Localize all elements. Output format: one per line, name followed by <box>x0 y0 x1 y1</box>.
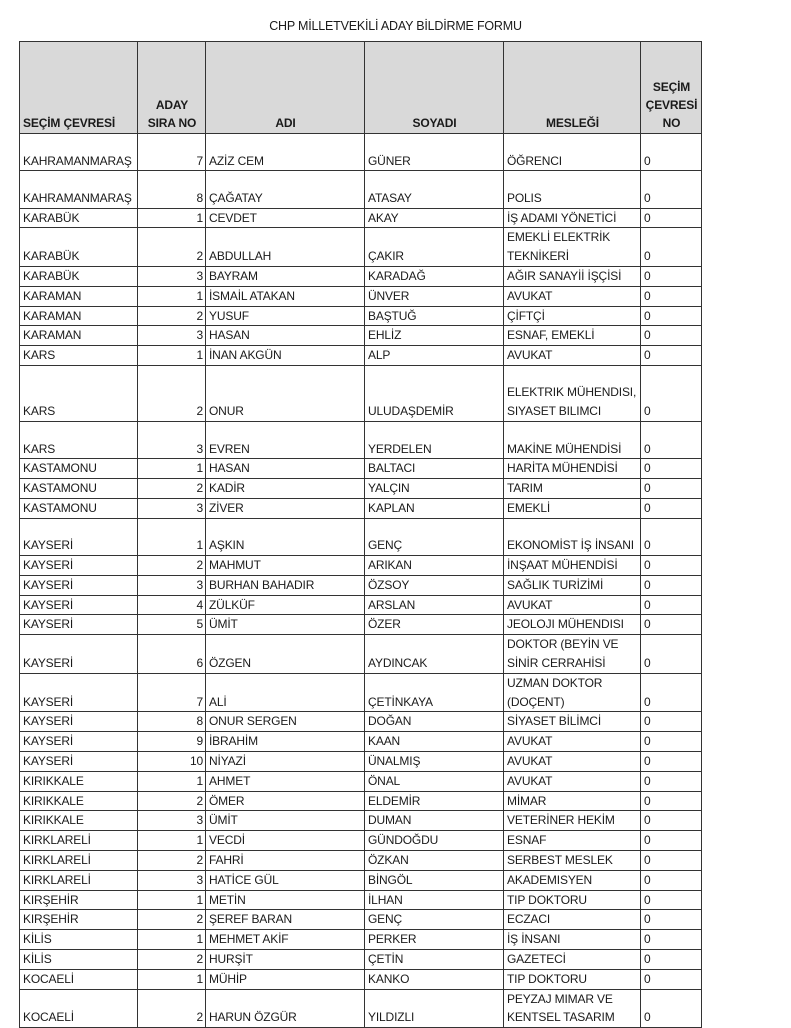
table-row <box>20 673 702 712</box>
cell-aday-sira-no: 1 <box>138 286 206 306</box>
cell-meslegi: AĞIR SANAYİİ İŞÇİSİ <box>504 266 641 286</box>
cell-aday-sira-no: 7 <box>138 134 206 171</box>
cell-aday-sira-no: 2 <box>138 365 206 421</box>
table-row <box>20 171 702 208</box>
cell-aday-sira-no: 1 <box>138 208 206 228</box>
cell-adi: ABDULLAH <box>206 228 365 267</box>
cell-soyadi: ÇAKIR <box>365 228 504 267</box>
table-row <box>20 910 702 930</box>
cell-adi: ZÜLKÜF <box>206 595 365 615</box>
cell-soyadi: ÇETİNKAYA <box>365 673 504 712</box>
cell-aday-sira-no: 9 <box>138 732 206 752</box>
cell-secim-cevresi: KIRKLARELİ <box>20 831 138 851</box>
cell-soyadi: YILDIZLI <box>365 989 504 1028</box>
table-row <box>20 791 702 811</box>
cell-adi: İBRAHİM <box>206 732 365 752</box>
cell-secim-cevresi-no: 0 <box>641 266 702 286</box>
cell-secim-cevresi: KAYSERİ <box>20 732 138 752</box>
cell-meslegi: GAZETECİ <box>504 949 641 969</box>
cell-secim-cevresi-no: 0 <box>641 673 702 712</box>
cell-soyadi: ARIKAN <box>365 556 504 576</box>
cell-meslegi: SAĞLIK TURİZİMİ <box>504 575 641 595</box>
cell-secim-cevresi-no: 0 <box>641 306 702 326</box>
cell-adi: İNAN AKGÜN <box>206 346 365 366</box>
cell-secim-cevresi: KIRŞEHİR <box>20 890 138 910</box>
cell-secim-cevresi-no: 0 <box>641 831 702 851</box>
cell-secim-cevresi: KARS <box>20 422 138 459</box>
cell-secim-cevresi: KAYSERİ <box>20 673 138 712</box>
header-soyadi: SOYADI <box>365 42 504 134</box>
cell-meslegi: TIP DOKTORU <box>504 890 641 910</box>
cell-meslegi: AVUKAT <box>504 771 641 791</box>
cell-adi: ÇAĞATAY <box>206 171 365 208</box>
cell-secim-cevresi-no: 0 <box>641 326 702 346</box>
cell-adi: MEHMET AKİF <box>206 930 365 950</box>
cell-secim-cevresi: KARABÜK <box>20 208 138 228</box>
cell-secim-cevresi-no: 0 <box>641 712 702 732</box>
cell-secim-cevresi: KAHRAMANMARAŞ <box>20 134 138 171</box>
cell-soyadi: AKAY <box>365 208 504 228</box>
cell-secim-cevresi-no: 0 <box>641 171 702 208</box>
cell-secim-cevresi: KARABÜK <box>20 266 138 286</box>
header-aday-sira-no-line2: SIRA NO <box>147 116 197 130</box>
table-row <box>20 712 702 732</box>
header-secim-cevresi-no-line3: NO <box>662 116 681 130</box>
cell-aday-sira-no: 10 <box>138 752 206 772</box>
table-row <box>20 518 702 555</box>
cell-secim-cevresi-no: 0 <box>641 134 702 171</box>
cell-soyadi: YERDELEN <box>365 422 504 459</box>
table-row <box>20 346 702 366</box>
cell-adi: EVREN <box>206 422 365 459</box>
cell-aday-sira-no: 8 <box>138 712 206 732</box>
cell-aday-sira-no: 1 <box>138 459 206 479</box>
cell-secim-cevresi: KAYSERİ <box>20 556 138 576</box>
cell-soyadi: YALÇIN <box>365 479 504 499</box>
cell-secim-cevresi-no: 0 <box>641 949 702 969</box>
cell-adi: VECDİ <box>206 831 365 851</box>
cell-aday-sira-no: 8 <box>138 171 206 208</box>
header-row <box>20 42 702 134</box>
header-secim-cevresi-no-line1: SEÇİM <box>652 80 691 94</box>
table-body <box>20 134 702 1028</box>
table-row <box>20 326 702 346</box>
cell-secim-cevresi: KIRKLARELİ <box>20 870 138 890</box>
cell-meslegi: SİYASET BİLİMCİ <box>504 712 641 732</box>
table-row <box>20 228 702 267</box>
cell-aday-sira-no: 6 <box>138 635 206 674</box>
cell-secim-cevresi: KİLİS <box>20 949 138 969</box>
cell-meslegi: AVUKAT <box>504 346 641 366</box>
cell-soyadi: ÜNVER <box>365 286 504 306</box>
cell-secim-cevresi: KAYSERİ <box>20 615 138 635</box>
table-row <box>20 890 702 910</box>
cell-adi: ŞEREF BARAN <box>206 910 365 930</box>
cell-aday-sira-no: 1 <box>138 831 206 851</box>
cell-secim-cevresi-no: 0 <box>641 575 702 595</box>
table-row <box>20 134 702 171</box>
cell-secim-cevresi: KIRIKKALE <box>20 791 138 811</box>
cell-secim-cevresi-no: 0 <box>641 595 702 615</box>
cell-aday-sira-no: 3 <box>138 266 206 286</box>
form-title: CHP MİLLETVEKİLİ ADAY BİLDİRME FORMU <box>269 19 522 33</box>
cell-adi: HASAN <box>206 326 365 346</box>
header-adi: ADI <box>206 42 365 134</box>
cell-soyadi: PERKER <box>365 930 504 950</box>
cell-meslegi: ESNAF <box>504 831 641 851</box>
cell-soyadi: ÖZER <box>365 615 504 635</box>
cell-aday-sira-no: 1 <box>138 969 206 989</box>
cell-aday-sira-no: 2 <box>138 479 206 499</box>
cell-secim-cevresi-no: 0 <box>641 752 702 772</box>
table-row <box>20 479 702 499</box>
table-row <box>20 949 702 969</box>
cell-meslegi: MAKİNE MÜHENDİSİ <box>504 422 641 459</box>
cell-aday-sira-no: 5 <box>138 615 206 635</box>
table-row <box>20 266 702 286</box>
table-row <box>20 208 702 228</box>
cell-meslegi: İŞ İNSANI <box>504 930 641 950</box>
cell-aday-sira-no: 3 <box>138 575 206 595</box>
cell-meslegi: ECZACI <box>504 910 641 930</box>
cell-aday-sira-no: 2 <box>138 556 206 576</box>
cell-secim-cevresi: KIRIKKALE <box>20 771 138 791</box>
cell-secim-cevresi-no: 0 <box>641 771 702 791</box>
header-secim-cevresi-no <box>641 42 702 134</box>
cell-secim-cevresi: KIRŞEHİR <box>20 910 138 930</box>
cell-secim-cevresi-no: 0 <box>641 346 702 366</box>
cell-secim-cevresi: KASTAMONU <box>20 498 138 518</box>
cell-secim-cevresi: KARAMAN <box>20 306 138 326</box>
cell-secim-cevresi-no: 0 <box>641 459 702 479</box>
cell-soyadi: EHLİZ <box>365 326 504 346</box>
cell-soyadi: ÖNAL <box>365 771 504 791</box>
cell-soyadi: ÜNALMIŞ <box>365 752 504 772</box>
cell-secim-cevresi-no: 0 <box>641 910 702 930</box>
cell-soyadi: KAAN <box>365 732 504 752</box>
table-row <box>20 595 702 615</box>
cell-adi: BAYRAM <box>206 266 365 286</box>
cell-meslegi: TARIM <box>504 479 641 499</box>
cell-adi: ÜMİT <box>206 811 365 831</box>
cell-adi: BURHAN BAHADIR <box>206 575 365 595</box>
cell-soyadi: ULUDAŞDEMİR <box>365 365 504 421</box>
cell-meslegi: VETERİNER HEKİM <box>504 811 641 831</box>
table-row <box>20 459 702 479</box>
cell-soyadi: GENÇ <box>365 910 504 930</box>
table-row <box>20 498 702 518</box>
cell-adi: FAHRİ <box>206 851 365 871</box>
cell-meslegi: ELEKTRIK MÜHENDISI, SIYASET BILIMCI <box>504 365 641 421</box>
cell-aday-sira-no: 3 <box>138 422 206 459</box>
cell-secim-cevresi-no: 0 <box>641 969 702 989</box>
cell-meslegi: HARİTA MÜHENDİSİ <box>504 459 641 479</box>
cell-meslegi: UZMAN DOKTOR (DOÇENT) <box>504 673 641 712</box>
cell-meslegi: TIP DOKTORU <box>504 969 641 989</box>
cell-soyadi: GÜNER <box>365 134 504 171</box>
cell-meslegi: İŞ ADAMI YÖNETİCİ <box>504 208 641 228</box>
cell-secim-cevresi: KARAMAN <box>20 286 138 306</box>
cell-secim-cevresi: KAYSERİ <box>20 575 138 595</box>
cell-secim-cevresi-no: 0 <box>641 228 702 267</box>
cell-adi: ZİVER <box>206 498 365 518</box>
cell-soyadi: DUMAN <box>365 811 504 831</box>
cell-meslegi: ESNAF, EMEKLİ <box>504 326 641 346</box>
cell-aday-sira-no: 2 <box>138 851 206 871</box>
cell-aday-sira-no: 1 <box>138 346 206 366</box>
header-secim-cevresi: SEÇİM ÇEVRESİ <box>20 42 138 134</box>
cell-secim-cevresi: KIRKLARELİ <box>20 851 138 871</box>
cell-secim-cevresi: KAHRAMANMARAŞ <box>20 171 138 208</box>
cell-soyadi: ELDEMİR <box>365 791 504 811</box>
cell-aday-sira-no: 1 <box>138 890 206 910</box>
header-meslegi: MESLEĞİ <box>504 42 641 134</box>
cell-aday-sira-no: 3 <box>138 870 206 890</box>
table-row <box>20 615 702 635</box>
cell-soyadi: ARSLAN <box>365 595 504 615</box>
cell-secim-cevresi: KARAMAN <box>20 326 138 346</box>
cell-secim-cevresi-no: 0 <box>641 732 702 752</box>
cell-soyadi: DOĞAN <box>365 712 504 732</box>
cell-secim-cevresi-no: 0 <box>641 851 702 871</box>
cell-secim-cevresi: KAYSERİ <box>20 518 138 555</box>
cell-aday-sira-no: 3 <box>138 811 206 831</box>
cell-meslegi: AVUKAT <box>504 752 641 772</box>
cell-adi: CEVDET <box>206 208 365 228</box>
table-row <box>20 365 702 421</box>
cell-aday-sira-no: 1 <box>138 771 206 791</box>
cell-meslegi: AVUKAT <box>504 595 641 615</box>
cell-aday-sira-no: 2 <box>138 949 206 969</box>
table-row <box>20 306 702 326</box>
table-row <box>20 575 702 595</box>
cell-secim-cevresi: KARS <box>20 346 138 366</box>
table-row <box>20 556 702 576</box>
cell-meslegi: MİMAR <box>504 791 641 811</box>
cell-soyadi: KANKO <box>365 969 504 989</box>
cell-meslegi: ÇİFTÇİ <box>504 306 641 326</box>
cell-adi: ÜMİT <box>206 615 365 635</box>
candidate-table <box>19 41 702 1028</box>
cell-secim-cevresi-no: 0 <box>641 208 702 228</box>
cell-secim-cevresi-no: 0 <box>641 870 702 890</box>
cell-meslegi: İNŞAAT MÜHENDİSİ <box>504 556 641 576</box>
cell-aday-sira-no: 1 <box>138 930 206 950</box>
cell-meslegi: AVUKAT <box>504 732 641 752</box>
cell-aday-sira-no: 3 <box>138 498 206 518</box>
cell-soyadi: ÖZSOY <box>365 575 504 595</box>
table-row <box>20 286 702 306</box>
cell-adi: ÖMER <box>206 791 365 811</box>
cell-secim-cevresi-no: 0 <box>641 615 702 635</box>
cell-secim-cevresi-no: 0 <box>641 498 702 518</box>
table-row <box>20 811 702 831</box>
cell-secim-cevresi-no: 0 <box>641 989 702 1028</box>
cell-secim-cevresi: KASTAMONU <box>20 459 138 479</box>
cell-meslegi: POLIS <box>504 171 641 208</box>
cell-adi: YUSUF <box>206 306 365 326</box>
cell-secim-cevresi: KASTAMONU <box>20 479 138 499</box>
header-secim-cevresi-no-line2: ÇEVRESİ <box>645 98 698 112</box>
cell-secim-cevresi-no: 0 <box>641 890 702 910</box>
cell-meslegi: SERBEST MESLEK <box>504 851 641 871</box>
cell-soyadi: ATASAY <box>365 171 504 208</box>
cell-aday-sira-no: 2 <box>138 989 206 1028</box>
cell-aday-sira-no: 2 <box>138 228 206 267</box>
cell-soyadi: GÜNDOĞDU <box>365 831 504 851</box>
cell-adi: HARUN ÖZGÜR <box>206 989 365 1028</box>
cell-adi: NİYAZİ <box>206 752 365 772</box>
table-row <box>20 771 702 791</box>
cell-secim-cevresi-no: 0 <box>641 811 702 831</box>
cell-adi: ÖZGEN <box>206 635 365 674</box>
cell-secim-cevresi-no: 0 <box>641 479 702 499</box>
cell-meslegi: AVUKAT <box>504 286 641 306</box>
cell-meslegi: AKADEMISYEN <box>504 870 641 890</box>
cell-aday-sira-no: 2 <box>138 306 206 326</box>
table-row <box>20 870 702 890</box>
header-aday-sira-no <box>138 42 206 134</box>
cell-secim-cevresi: KOCAELİ <box>20 989 138 1028</box>
cell-soyadi: BİNGÖL <box>365 870 504 890</box>
cell-secim-cevresi-no: 0 <box>641 556 702 576</box>
cell-secim-cevresi-no: 0 <box>641 286 702 306</box>
cell-soyadi: İLHAN <box>365 890 504 910</box>
cell-secim-cevresi: KAYSERİ <box>20 712 138 732</box>
header-aday-sira-no-line1: ADAY <box>155 98 189 112</box>
cell-meslegi: JEOLOJI MÜHENDISI <box>504 615 641 635</box>
table-row <box>20 851 702 871</box>
cell-meslegi: EMEKLİ <box>504 498 641 518</box>
cell-secim-cevresi: KARS <box>20 365 138 421</box>
cell-adi: MAHMUT <box>206 556 365 576</box>
cell-soyadi: ÖZKAN <box>365 851 504 871</box>
cell-soyadi: BALTACI <box>365 459 504 479</box>
cell-adi: MÜHİP <box>206 969 365 989</box>
cell-adi: HURŞİT <box>206 949 365 969</box>
cell-soyadi: ÇETİN <box>365 949 504 969</box>
cell-aday-sira-no: 3 <box>138 326 206 346</box>
cell-adi: AŞKIN <box>206 518 365 555</box>
cell-aday-sira-no: 2 <box>138 910 206 930</box>
cell-adi: İSMAİL ATAKAN <box>206 286 365 306</box>
cell-secim-cevresi: KAYSERİ <box>20 635 138 674</box>
cell-meslegi: DOKTOR (BEYİN VE SİNİR CERRAHİSİ <box>504 635 641 674</box>
cell-adi: METİN <box>206 890 365 910</box>
cell-meslegi: EMEKLİ ELEKTRİK TEKNİKERİ <box>504 228 641 267</box>
cell-soyadi: ALP <box>365 346 504 366</box>
cell-meslegi: ÖĞRENCI <box>504 134 641 171</box>
cell-soyadi: KARADAĞ <box>365 266 504 286</box>
cell-secim-cevresi: KAYSERİ <box>20 595 138 615</box>
cell-aday-sira-no: 7 <box>138 673 206 712</box>
table-row <box>20 752 702 772</box>
cell-secim-cevresi-no: 0 <box>641 518 702 555</box>
cell-secim-cevresi-no: 0 <box>641 422 702 459</box>
table-row <box>20 635 702 674</box>
cell-adi: HATİCE GÜL <box>206 870 365 890</box>
cell-adi: KADİR <box>206 479 365 499</box>
cell-soyadi: GENÇ <box>365 518 504 555</box>
cell-secim-cevresi: KAYSERİ <box>20 752 138 772</box>
table-row <box>20 831 702 851</box>
cell-secim-cevresi: KARABÜK <box>20 228 138 267</box>
cell-adi: ONUR <box>206 365 365 421</box>
cell-secim-cevresi: KOCAELİ <box>20 969 138 989</box>
cell-soyadi: KAPLAN <box>365 498 504 518</box>
cell-adi: HASAN <box>206 459 365 479</box>
cell-meslegi: EKONOMİST İŞ İNSANI <box>504 518 641 555</box>
cell-secim-cevresi-no: 0 <box>641 635 702 674</box>
table-row <box>20 930 702 950</box>
cell-secim-cevresi: KİLİS <box>20 930 138 950</box>
table-row <box>20 969 702 989</box>
cell-soyadi: AYDINCAK <box>365 635 504 674</box>
cell-secim-cevresi-no: 0 <box>641 791 702 811</box>
cell-secim-cevresi-no: 0 <box>641 365 702 421</box>
cell-adi: AHMET <box>206 771 365 791</box>
cell-adi: ALİ <box>206 673 365 712</box>
cell-aday-sira-no: 4 <box>138 595 206 615</box>
cell-secim-cevresi-no: 0 <box>641 930 702 950</box>
table-row <box>20 989 702 1028</box>
table-row <box>20 732 702 752</box>
cell-adi: ONUR SERGEN <box>206 712 365 732</box>
cell-soyadi: BAŞTUĞ <box>365 306 504 326</box>
cell-secim-cevresi: KIRIKKALE <box>20 811 138 831</box>
table-row <box>20 422 702 459</box>
cell-meslegi: PEYZAJ MIMAR VE KENTSEL TASARIM <box>504 989 641 1028</box>
cell-aday-sira-no: 1 <box>138 518 206 555</box>
cell-adi: AZİZ CEM <box>206 134 365 171</box>
cell-aday-sira-no: 2 <box>138 791 206 811</box>
